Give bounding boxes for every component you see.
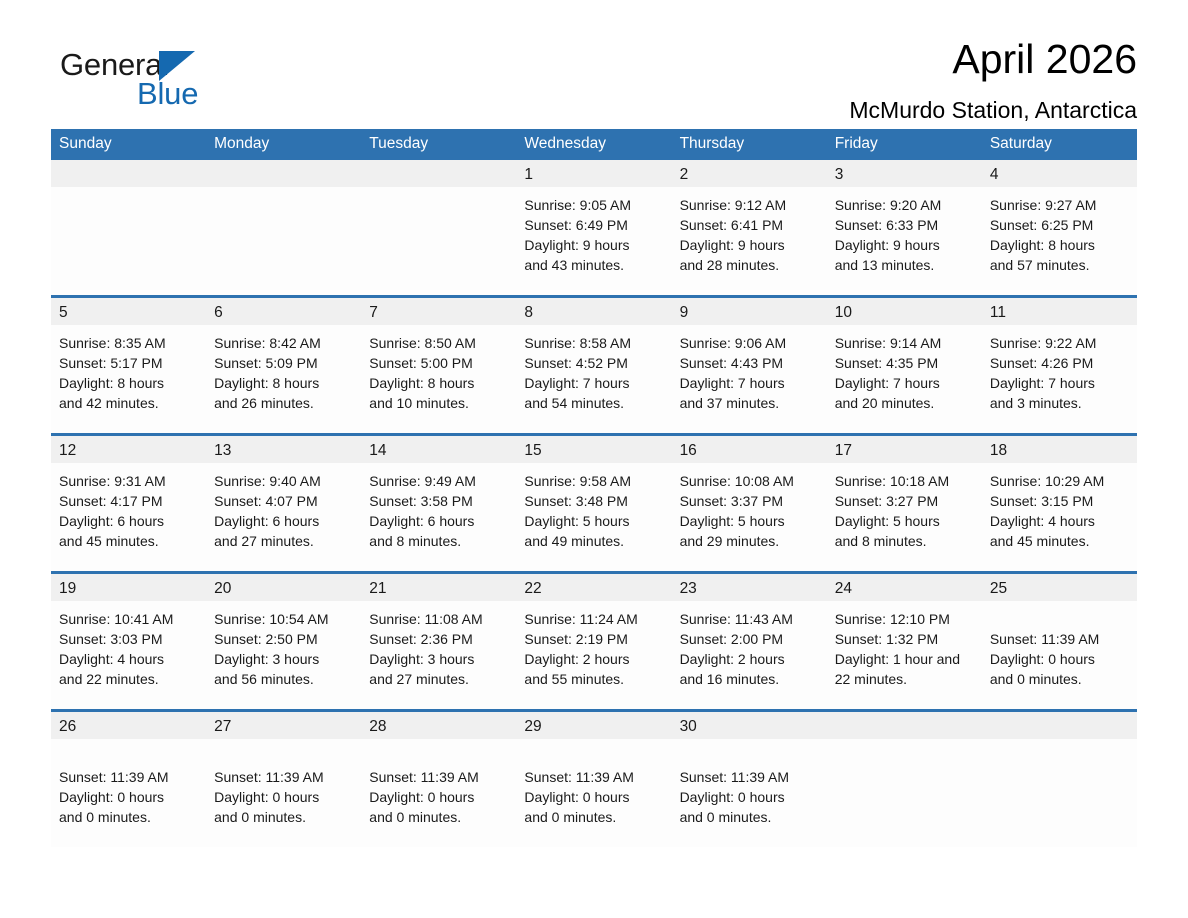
day-detail-line: Daylight: 1 hour and [834, 651, 961, 667]
day-detail-line: Sunrise: 8:42 AM [214, 335, 321, 351]
day-details [516, 601, 671, 709]
day-details [51, 601, 206, 709]
logo-text-general: General [60, 47, 169, 82]
day-detail-line: and 0 minutes. [524, 809, 617, 825]
calendar-week-row [51, 711, 1137, 848]
day-detail-line: Sunset: 4:52 PM [524, 355, 628, 371]
day-number: 3 [827, 160, 982, 187]
day-detail-line: and 3 minutes. [989, 395, 1082, 411]
day-number: 15 [516, 436, 671, 463]
day-detail-line: Sunset: 4:43 PM [679, 355, 784, 371]
day-detail-line: Daylight: 4 hours [59, 651, 165, 667]
day-details [827, 325, 982, 433]
day-detail-line: and 54 minutes. [524, 395, 625, 411]
day-detail-line: Sunset: 4:35 PM [834, 355, 939, 371]
day-detail-line: and 28 minutes. [679, 257, 780, 273]
day-detail-line: Sunset: 4:26 PM [989, 355, 1094, 371]
day-number: 25 [982, 574, 1137, 601]
day-detail-line: Sunset: 2:36 PM [369, 631, 473, 647]
day-detail-line: Daylight: 6 hours [59, 513, 165, 529]
day-detail-line: Daylight: 9 hours [834, 237, 940, 253]
day-number [206, 160, 361, 187]
calendar-day-cell[interactable] [51, 573, 206, 711]
calendar-day-cell[interactable] [361, 435, 516, 573]
day-detail-line: and 0 minutes. [369, 809, 462, 825]
calendar-day-cell[interactable] [516, 711, 671, 848]
day-details [827, 739, 982, 847]
calendar-day-cell[interactable] [672, 711, 827, 848]
calendar-day-cell[interactable] [206, 573, 361, 711]
day-detail-line: Daylight: 5 hours [679, 513, 785, 529]
day-number: 24 [827, 574, 982, 601]
day-detail-line: Sunset: 5:00 PM [369, 355, 473, 371]
day-detail-line: and 49 minutes. [524, 533, 625, 549]
day-detail-blank-line [59, 747, 196, 767]
day-details [827, 601, 982, 709]
day-number: 9 [672, 298, 827, 325]
day-number: 26 [51, 712, 206, 739]
day-details [361, 187, 516, 295]
day-number: 4 [982, 160, 1137, 187]
page-subtitle: McMurdo Station, Antarctica [849, 97, 1137, 123]
day-details [672, 187, 827, 295]
day-number: 13 [206, 436, 361, 463]
weekday-friday: Friday [834, 135, 878, 152]
calendar-day-cell[interactable] [206, 711, 361, 848]
day-detail-line: and 56 minutes. [214, 671, 314, 687]
day-detail-line: Daylight: 9 hours [524, 237, 630, 253]
day-detail-line: Daylight: 6 hours [369, 513, 475, 529]
day-detail-line: Sunset: 6:41 PM [679, 217, 784, 233]
calendar-body [51, 160, 1137, 847]
day-details [51, 463, 206, 571]
day-detail-line: Sunrise: 9:05 AM [524, 197, 632, 213]
day-detail-line: Sunrise: 9:20 AM [834, 197, 942, 213]
calendar-day-cell[interactable] [672, 573, 827, 711]
day-detail-line: and 27 minutes. [369, 671, 469, 687]
day-detail-line: Sunrise: 10:41 AM [59, 611, 174, 627]
day-detail-line: Sunrise: 9:12 AM [679, 197, 787, 213]
day-detail-blank-line [990, 609, 1127, 629]
day-detail-line: and 45 minutes. [59, 533, 159, 549]
day-detail-line: Daylight: 7 hours [834, 375, 940, 391]
day-detail-line: Sunrise: 12:10 PM [834, 611, 950, 627]
day-detail-line: Sunset: 1:32 PM [834, 631, 939, 647]
day-detail-line: Sunrise: 9:22 AM [989, 335, 1097, 351]
day-details [206, 187, 361, 295]
calendar-day-cell[interactable] [982, 297, 1137, 435]
day-detail-line: Daylight: 0 hours [989, 651, 1095, 667]
calendar-day-cell[interactable] [206, 297, 361, 435]
calendar-day-cell[interactable] [827, 160, 982, 297]
calendar-day-cell[interactable] [982, 160, 1137, 297]
day-detail-line: and 0 minutes. [989, 671, 1082, 687]
day-number: 22 [516, 574, 671, 601]
day-detail-line: and 20 minutes. [834, 395, 935, 411]
day-detail-line: Sunrise: 8:58 AM [524, 335, 632, 351]
day-details [206, 463, 361, 571]
day-details [516, 739, 671, 847]
day-detail-line: Daylight: 8 hours [369, 375, 475, 391]
day-detail-line: Daylight: 7 hours [989, 375, 1095, 391]
day-detail-line: Sunset: 6:33 PM [834, 217, 939, 233]
day-number: 5 [51, 298, 206, 325]
day-number: 10 [827, 298, 982, 325]
day-detail-line: Sunset: 2:19 PM [524, 631, 628, 647]
calendar-week-row [51, 435, 1137, 573]
day-detail-line: Sunset: 5:17 PM [59, 355, 163, 371]
day-details [361, 739, 516, 847]
day-detail-line: Daylight: 9 hours [679, 237, 785, 253]
day-detail-line: Daylight: 2 hours [679, 651, 785, 667]
day-details [672, 325, 827, 433]
calendar-day-cell[interactable] [51, 711, 206, 848]
day-number: 30 [672, 712, 827, 739]
day-details [361, 325, 516, 433]
day-number: 19 [51, 574, 206, 601]
day-detail-line: Sunset: 6:49 PM [524, 217, 628, 233]
day-detail-line: Daylight: 8 hours [59, 375, 165, 391]
day-detail-line: and 8 minutes. [369, 533, 462, 549]
day-detail-line: Sunrise: 9:58 AM [524, 473, 632, 489]
calendar-day-cell[interactable] [672, 160, 827, 297]
calendar-day-cell[interactable] [206, 435, 361, 573]
calendar-day-cell[interactable] [51, 297, 206, 435]
day-detail-line: Sunrise: 9:49 AM [369, 473, 476, 489]
day-detail-line: and 16 minutes. [679, 671, 780, 687]
generalblue-logo[interactable] [60, 48, 240, 114]
day-details [982, 739, 1137, 847]
day-details [206, 325, 361, 433]
day-detail-line: Sunset: 3:15 PM [989, 493, 1094, 509]
calendar-day-cell-empty [982, 711, 1137, 848]
calendar-week-row [51, 573, 1137, 711]
calendar-day-cell[interactable] [827, 435, 982, 573]
day-detail-line: Sunset: 2:00 PM [679, 631, 784, 647]
day-detail-line: Sunset: 11:39 AM [214, 769, 324, 785]
day-detail-line: Daylight: 5 hours [834, 513, 940, 529]
day-number: 18 [982, 436, 1137, 463]
logo-text-blue: Blue [137, 76, 199, 111]
day-details [982, 601, 1137, 709]
day-number [827, 712, 982, 739]
day-number: 7 [361, 298, 516, 325]
day-detail-line: and 26 minutes. [214, 395, 314, 411]
day-details [51, 325, 206, 433]
day-detail-blank-line [214, 747, 351, 767]
page-title: April 2026 [952, 36, 1137, 82]
calendar-day-cell[interactable] [516, 435, 671, 573]
day-detail-line: Sunrise: 9:14 AM [834, 335, 942, 351]
day-detail-line: and 0 minutes. [679, 809, 772, 825]
calendar-day-cell[interactable] [516, 297, 671, 435]
day-details [51, 739, 206, 847]
weekday-wednesday: Wednesday [524, 135, 606, 152]
day-details [672, 463, 827, 571]
day-detail-line: Daylight: 3 hours [214, 651, 320, 667]
day-detail-line: Daylight: 3 hours [369, 651, 475, 667]
calendar-week-row [51, 297, 1137, 435]
day-detail-line: and 13 minutes. [834, 257, 935, 273]
calendar-day-cell[interactable] [827, 573, 982, 711]
day-detail-line: Sunset: 11:39 AM [989, 631, 1100, 647]
day-detail-line: Daylight: 0 hours [524, 789, 630, 805]
day-details [516, 325, 671, 433]
day-number: 17 [827, 436, 982, 463]
day-details [516, 187, 671, 295]
calendar-day-cell[interactable] [361, 573, 516, 711]
day-number: 21 [361, 574, 516, 601]
day-detail-line: and 45 minutes. [989, 533, 1090, 549]
day-number: 16 [672, 436, 827, 463]
calendar-day-cell[interactable] [982, 573, 1137, 711]
weekday-thursday: Thursday [679, 135, 745, 152]
day-number: 20 [206, 574, 361, 601]
calendar-day-cell[interactable] [516, 160, 671, 297]
day-details [672, 601, 827, 709]
weekday-header-row [51, 129, 1137, 160]
day-detail-line: Sunset: 3:27 PM [834, 493, 939, 509]
day-detail-line: Sunset: 3:37 PM [679, 493, 784, 509]
day-detail-line: Sunrise: 9:31 AM [59, 473, 166, 489]
day-detail-blank-line [680, 747, 817, 767]
day-detail-line: Daylight: 0 hours [214, 789, 320, 805]
day-details [206, 601, 361, 709]
day-number: 29 [516, 712, 671, 739]
day-detail-line: and 57 minutes. [989, 257, 1090, 273]
day-detail-line: and 10 minutes. [369, 395, 469, 411]
day-detail-line: Sunrise: 10:18 AM [834, 473, 950, 489]
calendar-day-cell-empty [361, 160, 516, 297]
day-detail-line: Sunset: 4:17 PM [59, 493, 163, 509]
day-number: 1 [516, 160, 671, 187]
day-detail-line: Sunset: 11:39 AM [679, 769, 790, 785]
day-number: 6 [206, 298, 361, 325]
day-number: 8 [516, 298, 671, 325]
calendar-day-cell[interactable] [827, 297, 982, 435]
day-detail-line: Daylight: 7 hours [524, 375, 630, 391]
day-detail-line: and 8 minutes. [834, 533, 927, 549]
day-details [672, 739, 827, 847]
day-detail-line: and 22 minutes. [59, 671, 159, 687]
day-number [361, 160, 516, 187]
day-detail-line: Sunrise: 11:08 AM [369, 611, 483, 627]
day-detail-line: Sunset: 3:48 PM [524, 493, 628, 509]
title-block [849, 35, 1137, 125]
calendar-day-cell[interactable] [361, 711, 516, 848]
day-number: 27 [206, 712, 361, 739]
day-detail-line: Sunset: 4:07 PM [214, 493, 318, 509]
day-details [361, 601, 516, 709]
day-details [51, 187, 206, 295]
weekday-tuesday: Tuesday [369, 135, 429, 152]
day-detail-line: and 29 minutes. [679, 533, 780, 549]
day-detail-line: and 55 minutes. [524, 671, 625, 687]
day-detail-line: and 27 minutes. [214, 533, 314, 549]
day-detail-line: Sunset: 3:03 PM [59, 631, 163, 647]
calendar-week-row [51, 160, 1137, 297]
day-detail-line: and 42 minutes. [59, 395, 159, 411]
day-detail-line: Sunrise: 10:54 AM [214, 611, 329, 627]
day-details [206, 739, 361, 847]
day-number [982, 712, 1137, 739]
day-detail-line: Sunset: 11:39 AM [59, 769, 169, 785]
day-detail-line: Daylight: 4 hours [989, 513, 1095, 529]
day-detail-line: Sunrise: 8:35 AM [59, 335, 166, 351]
calendar-day-cell[interactable] [51, 435, 206, 573]
weekday-sunday: Sunday [59, 135, 112, 152]
day-detail-line: Daylight: 0 hours [369, 789, 475, 805]
day-detail-line: Sunrise: 8:50 AM [369, 335, 476, 351]
day-detail-line: Sunrise: 10:29 AM [989, 473, 1105, 489]
day-details [361, 463, 516, 571]
day-details [827, 187, 982, 295]
day-details [827, 463, 982, 571]
day-detail-line: Sunrise: 9:40 AM [214, 473, 321, 489]
day-detail-line: Sunset: 3:58 PM [369, 493, 473, 509]
weekday-monday: Monday [214, 135, 270, 152]
calendar-day-cell[interactable] [672, 297, 827, 435]
day-detail-line: and 0 minutes. [59, 809, 151, 825]
day-detail-line: Sunrise: 9:06 AM [679, 335, 787, 351]
day-detail-line: Daylight: 2 hours [524, 651, 630, 667]
calendar-head [51, 129, 1137, 160]
calendar-day-cell[interactable] [672, 435, 827, 573]
calendar-day-cell-empty [206, 160, 361, 297]
calendar-day-cell[interactable] [982, 435, 1137, 573]
page-masthead [51, 0, 1137, 123]
day-detail-line: and 37 minutes. [679, 395, 780, 411]
day-detail-line: 22 minutes. [834, 671, 908, 687]
day-number: 12 [51, 436, 206, 463]
day-detail-line: and 43 minutes. [524, 257, 625, 273]
day-number: 2 [672, 160, 827, 187]
day-detail-line: Daylight: 8 hours [214, 375, 320, 391]
day-details [516, 463, 671, 571]
day-detail-line: Sunrise: 11:43 AM [679, 611, 793, 627]
day-detail-line: Sunrise: 10:08 AM [679, 473, 794, 489]
day-detail-line: Sunset: 6:25 PM [989, 217, 1094, 233]
day-detail-line: Sunset: 11:39 AM [369, 769, 479, 785]
day-number: 23 [672, 574, 827, 601]
day-number: 11 [982, 298, 1137, 325]
calendar-day-cell-empty [51, 160, 206, 297]
weekday-saturday: Saturday [989, 135, 1052, 152]
day-number: 28 [361, 712, 516, 739]
calendar-day-cell-empty [827, 711, 982, 848]
day-detail-line: and 0 minutes. [214, 809, 306, 825]
day-details [982, 325, 1137, 433]
day-details [982, 463, 1137, 571]
day-detail-line: Sunset: 5:09 PM [214, 355, 318, 371]
day-detail-line: Daylight: 0 hours [59, 789, 165, 805]
day-detail-blank-line [369, 747, 506, 767]
day-detail-line: Sunset: 11:39 AM [524, 769, 634, 785]
day-detail-blank-line [524, 747, 661, 767]
day-detail-line: Daylight: 7 hours [679, 375, 785, 391]
calendar-day-cell[interactable] [361, 297, 516, 435]
month-calendar [51, 129, 1137, 847]
day-details [982, 187, 1137, 295]
day-detail-line: Sunrise: 9:27 AM [989, 197, 1097, 213]
day-detail-line: Daylight: 5 hours [524, 513, 630, 529]
calendar-day-cell[interactable] [516, 573, 671, 711]
day-detail-line: Sunset: 2:50 PM [214, 631, 318, 647]
day-detail-line: Daylight: 8 hours [989, 237, 1095, 253]
day-detail-line: Daylight: 0 hours [679, 789, 785, 805]
day-detail-line: Daylight: 6 hours [214, 513, 320, 529]
day-number [51, 160, 206, 187]
day-number: 14 [361, 436, 516, 463]
day-detail-line: Sunrise: 11:24 AM [524, 611, 638, 627]
